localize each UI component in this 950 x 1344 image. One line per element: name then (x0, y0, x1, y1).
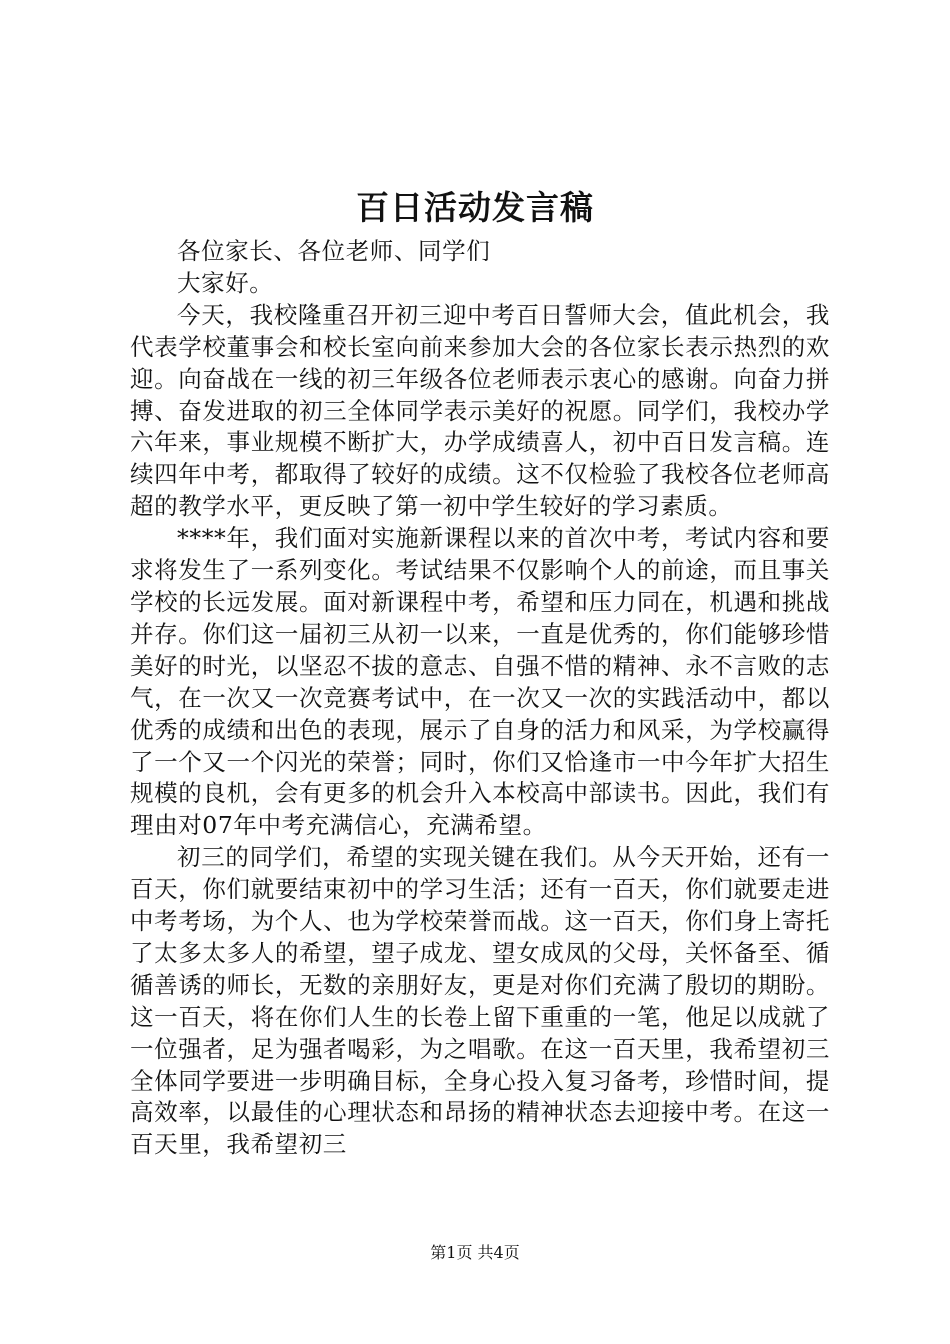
document-body (130, 236, 830, 1161)
paragraph: 今天，我校隆重召开初三迎中考百日誓师大会，值此机会，我代表学校董事会和校长室向前来参加大会的各位家长表示热烈的欢迎。向奋战在一线的初三年级各位老师表示衷心的感谢。向奋力拼搏、奋发进取的初三全体同学表示美好的祝愿。同学们，我校办学六年来，事业规模不断扩大，办学成绩喜人，初中百日发言稿。连续四年中考，都取得了较好的成绩。这不仅检验了我校各位老师高超的教学水平，更反映了第一初中学生较好的学习素质。 (130, 300, 830, 521)
page-footer: 第1页 共4页 (430, 1243, 520, 1262)
paragraph: ****年，我们面对实施新课程以来的首次中考，考试内容和要求将发生了一系列变化。考试结果不仅影响个人的前途，而且事关学校的长远发展。面对新课程中考，希望和压力同在，机遇和挑战并存。你们这一届初三从初一以来，一直是优秀的，你们能够珍惜美好的时光，以坚忍不拔的意志、自强不惜的精神、永不言败的志气，在一次又一次竞赛考试中，在一次又一次的实践活动中，都以优秀的成绩和出色的表现，展示了自身的活力和风采，为学校赢得了一个又一个闪光的荣誉；同时，你们又恰逢市一中今年扩大招生规模的良机，会有更多的机会升入本校高中部读书。因此，我们有理由对07年中考充满信心，充满希望。 (130, 524, 830, 840)
paragraph: 初三的同学们，希望的实现关键在我们。从今天开始，还有一百天，你们就要结束初中的学习生活；还有一百天，你们就要走进中考考场，为个人、也为学校荣誉而战。这一百天，你们身上寄托了太多太多人的希望，望子成龙、望女成凤的父母，关怀备至、循循善诱的师长，无数的亲朋好友，更是对你们充满了殷切的期盼。这一百天，将在你们人生的长卷上留下重重的一笔，他足以成就了一位强者，足为强者喝彩，为之唱歌。在这一百天里，我希望初三全体同学要进一步明确目标，全身心投入复习备考，珍惜时间，提高效率，以最佳的心理状态和昂扬的精神状态去迎接中考。在这一百天里，我希望初三 (130, 843, 830, 1159)
document-title: 百日活动发言稿 (356, 188, 594, 227)
salutation: 各位家长、各位老师、同学们 (177, 237, 491, 265)
greeting: 大家好。 (177, 268, 274, 297)
